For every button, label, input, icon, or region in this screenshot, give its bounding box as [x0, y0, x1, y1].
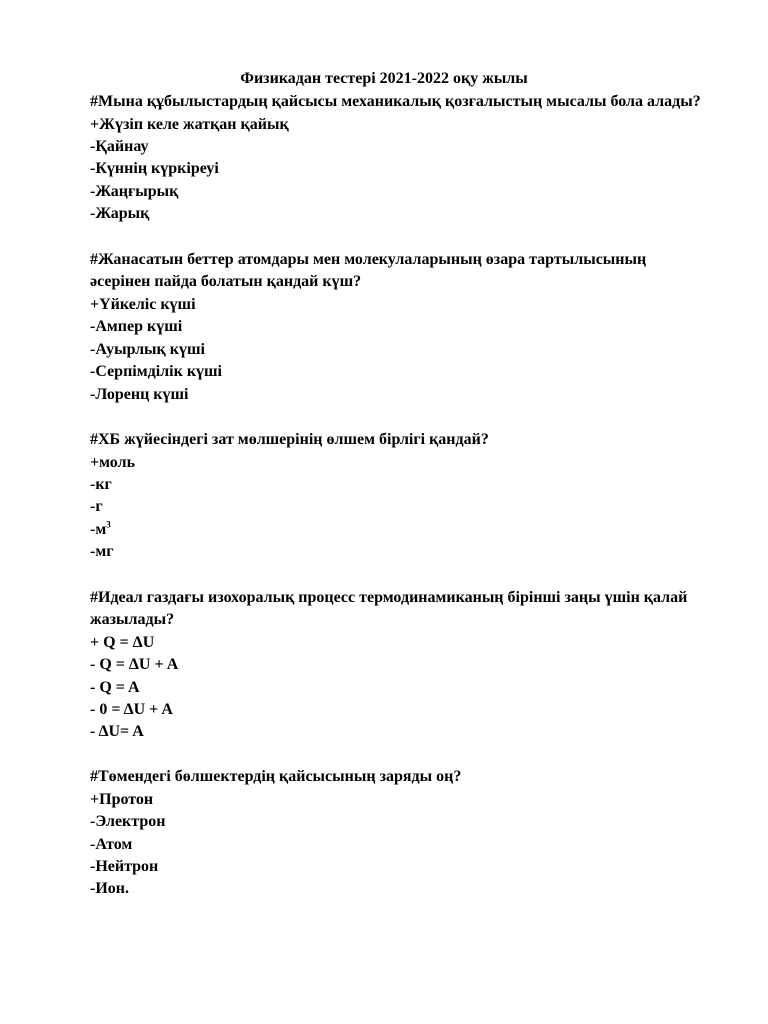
- question-2-answer-5: -Лоренц күші: [90, 386, 189, 403]
- question-1-answer-1: +Жүзіп келе жатқан қайық: [90, 116, 289, 133]
- question-4-answer-2: - Q = ΔU + A: [90, 656, 179, 673]
- question-4-answer-5: - ΔU= A: [90, 723, 144, 740]
- question-2-text-line-2: әсерінен пайда болатын қандай күш?: [90, 273, 362, 290]
- question-3-answer-3: -г: [90, 498, 103, 515]
- question-3-text: #ХБ жүйесіндегі зат мөлшерінің өлшем бірлігі қандай?: [90, 431, 489, 448]
- question-1-answer-2: -Қайнау: [90, 138, 149, 155]
- question-5-answer-3: -Атом: [90, 836, 133, 853]
- question-3-answer-4: [90, 519, 111, 541]
- question-4-answer-3: - Q = A: [90, 679, 140, 696]
- question-1-text: #Мына құбылыстардың қайсысы механикалық қозғалыстың мысалы бола алады?: [90, 93, 701, 110]
- question-2-answer-4: -Серпімділік күші: [90, 363, 222, 380]
- question-4-text-line-2: жазылады?: [90, 611, 175, 628]
- question-5-answer-4: -Нейтрон: [90, 858, 159, 875]
- question-5-answer-2: -Электрон: [90, 813, 166, 830]
- question-5-answer-5: -Ион.: [90, 880, 129, 897]
- question-1-answer-3: -Күннің күркіреуі: [90, 160, 219, 177]
- question-1-answer-4: -Жаңғырық: [90, 183, 179, 200]
- question-3-answer-2: -кг: [90, 476, 112, 493]
- superscript-3: 3: [106, 519, 111, 530]
- question-2-answer-2: -Ампер күші: [90, 318, 183, 335]
- question-5-answer-1: +Протон: [90, 791, 154, 808]
- question-2-text-line-1: #Жанасатын беттер атомдары мен молекулаларының өзара тартылысының: [90, 251, 647, 268]
- question-1-answer-5: -Жарық: [90, 205, 150, 222]
- question-5-text: #Төмендегі бөлшектердің қайсысының заряды оң?: [90, 768, 462, 785]
- question-3-answer-5: -мг: [90, 543, 114, 560]
- question-2-answer-1: +Үйкеліс күші: [90, 296, 196, 313]
- question-3-answer-1: +моль: [90, 454, 136, 471]
- question-2-answer-3: -Ауырлық күші: [90, 341, 205, 358]
- question-4-text-line-1: #Идеал газдағы изохоралық процесс термодинамиканың бірінші заңы үшін қалай: [90, 589, 688, 606]
- question-4-answer-1: + Q = ΔU: [90, 634, 155, 651]
- question-3-answer-4-text: -м: [90, 521, 107, 538]
- question-4-answer-4: - 0 = ΔU + A: [90, 701, 173, 718]
- document-title: Физикадан тестері 2021-2022 оқу жылы: [240, 70, 528, 87]
